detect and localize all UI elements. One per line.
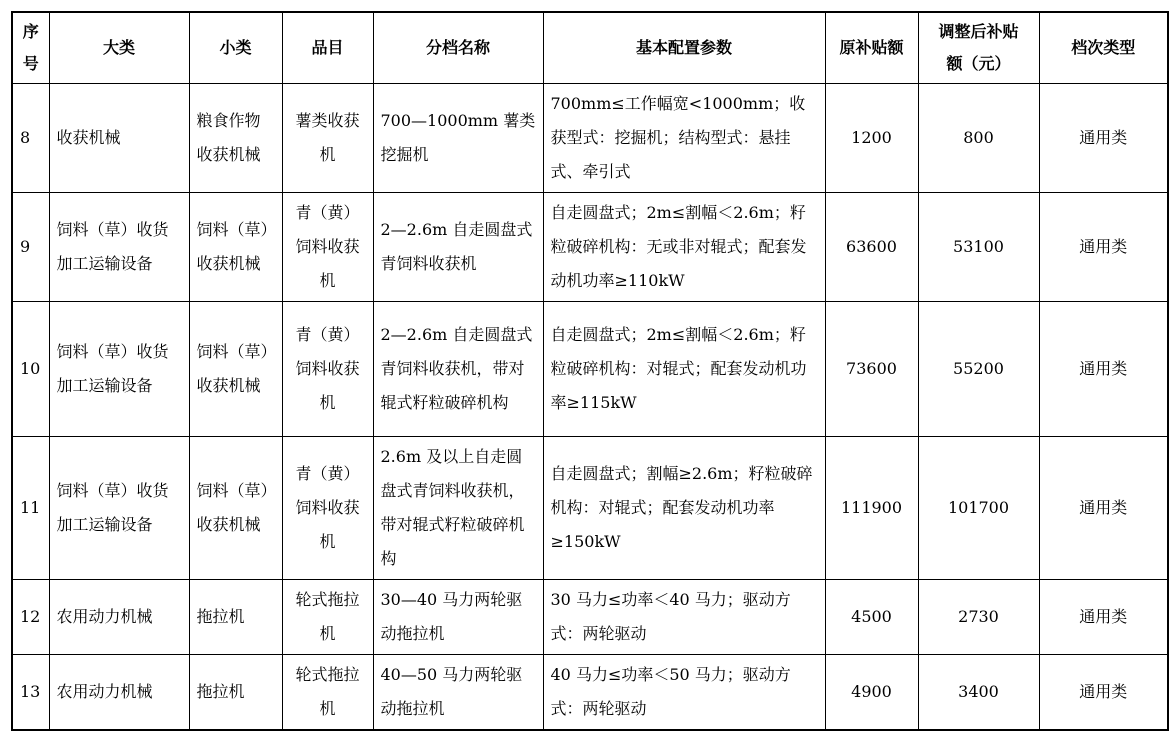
cell-item: 薯类收获机 — [282, 84, 373, 193]
cell-category: 农用动力机械 — [49, 655, 189, 731]
cell-item: 青（黄）饲料收获机 — [282, 437, 373, 580]
cell-category: 收获机械 — [49, 84, 189, 193]
cell-no: 8 — [12, 84, 49, 193]
cell-original: 63600 — [825, 193, 918, 302]
header-tier-type: 档次类型 — [1039, 12, 1168, 84]
cell-original: 1200 — [825, 84, 918, 193]
cell-original: 73600 — [825, 302, 918, 437]
cell-original: 111900 — [825, 437, 918, 580]
cell-type: 通用类 — [1039, 84, 1168, 193]
header-category: 大类 — [49, 12, 189, 84]
table-row — [12, 193, 1168, 302]
cell-subcategory: 饲料（草）收获机械 — [189, 437, 282, 580]
table-row — [12, 580, 1168, 655]
cell-tier-name: 30—40 马力两轮驱动拖拉机 — [373, 580, 543, 655]
cell-adjusted: 55200 — [918, 302, 1039, 437]
cell-tier-name: 2.6m 及以上自走圆盘式青饲料收获机，带对辊式籽粒破碎机构 — [373, 437, 543, 580]
cell-no: 9 — [12, 193, 49, 302]
header-adjusted-line2: 额（元） — [946, 54, 1011, 73]
cell-config: 自走圆盘式；2m≤割幅＜2.6m；籽粒破碎机构：无或非对辊式；配套发动机功率≥110kW — [543, 193, 825, 302]
cell-item: 轮式拖拉机 — [282, 580, 373, 655]
cell-tier-name: 2—2.6m 自走圆盘式青饲料收获机 — [373, 193, 543, 302]
header-config: 基本配置参数 — [543, 12, 825, 84]
cell-original: 4900 — [825, 655, 918, 731]
header-seq-line2: 号 — [22, 54, 39, 73]
cell-type: 通用类 — [1039, 193, 1168, 302]
table-body — [12, 84, 1168, 731]
cell-config: 700mm≤工作幅宽<1000mm；收获型式：挖掘机；结构型式：悬挂式、牵引式 — [543, 84, 825, 193]
header-adjusted-line1: 调整后补贴 — [938, 22, 1019, 41]
cell-type: 通用类 — [1039, 655, 1168, 731]
cell-item: 轮式拖拉机 — [282, 655, 373, 731]
table-row — [12, 655, 1168, 731]
table-row — [12, 302, 1168, 437]
cell-adjusted: 53100 — [918, 193, 1039, 302]
cell-category: 饲料（草）收货加工运输设备 — [49, 437, 189, 580]
header-original-subsidy: 原补贴额 — [825, 12, 918, 84]
header-seq-line1: 序 — [22, 22, 39, 41]
cell-original: 4500 — [825, 580, 918, 655]
cell-subcategory: 拖拉机 — [189, 580, 282, 655]
table-row — [12, 84, 1168, 193]
cell-type: 通用类 — [1039, 302, 1168, 437]
header-subcategory: 小类 — [189, 12, 282, 84]
cell-category: 饲料（草）收货加工运输设备 — [49, 302, 189, 437]
header-row — [12, 12, 1168, 84]
cell-config: 自走圆盘式；割幅≥2.6m；籽粒破碎机构：对辊式；配套发动机功率≥150kW — [543, 437, 825, 580]
cell-adjusted: 800 — [918, 84, 1039, 193]
cell-tier-name: 40—50 马力两轮驱动拖拉机 — [373, 655, 543, 731]
cell-item: 青（黄）饲料收获机 — [282, 193, 373, 302]
cell-subcategory: 饲料（草）收获机械 — [189, 302, 282, 437]
header-adjusted-subsidy — [918, 12, 1039, 84]
table-row — [12, 437, 1168, 580]
cell-config: 自走圆盘式；2m≤割幅＜2.6m；籽粒破碎机构：对辊式；配套发动机功率≥115kW — [543, 302, 825, 437]
cell-adjusted: 3400 — [918, 655, 1039, 731]
cell-type: 通用类 — [1039, 580, 1168, 655]
cell-tier-name: 700—1000mm 薯类挖掘机 — [373, 84, 543, 193]
cell-config: 40 马力≤功率＜50 马力；驱动方式：两轮驱动 — [543, 655, 825, 731]
cell-no: 10 — [12, 302, 49, 437]
cell-subcategory: 拖拉机 — [189, 655, 282, 731]
cell-category: 农用动力机械 — [49, 580, 189, 655]
cell-tier-name: 2—2.6m 自走圆盘式青饲料收获机，带对辊式籽粒破碎机构 — [373, 302, 543, 437]
header-item: 品目 — [282, 12, 373, 84]
header-tier-name: 分档名称 — [373, 12, 543, 84]
cell-config: 30 马力≤功率＜40 马力；驱动方式：两轮驱动 — [543, 580, 825, 655]
cell-no: 11 — [12, 437, 49, 580]
cell-category: 饲料（草）收货加工运输设备 — [49, 193, 189, 302]
cell-subcategory: 粮食作物收获机械 — [189, 84, 282, 193]
cell-no: 13 — [12, 655, 49, 731]
table-header — [12, 12, 1168, 84]
cell-item: 青（黄）饲料收获机 — [282, 302, 373, 437]
header-seq — [12, 12, 49, 84]
cell-adjusted: 101700 — [918, 437, 1039, 580]
cell-type: 通用类 — [1039, 437, 1168, 580]
cell-subcategory: 饲料（草）收获机械 — [189, 193, 282, 302]
subsidy-table — [11, 11, 1169, 731]
cell-adjusted: 2730 — [918, 580, 1039, 655]
cell-no: 12 — [12, 580, 49, 655]
